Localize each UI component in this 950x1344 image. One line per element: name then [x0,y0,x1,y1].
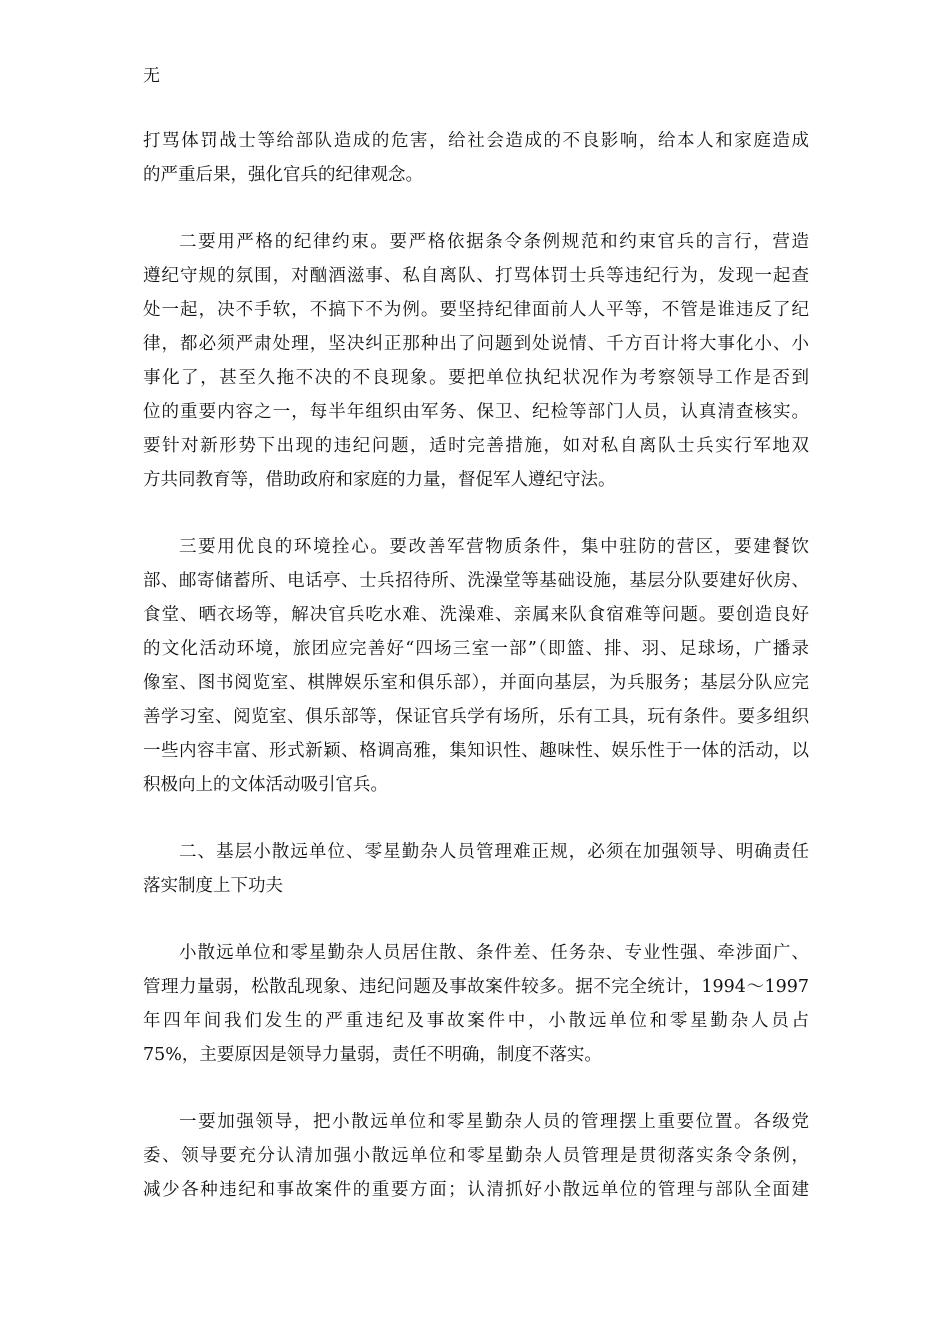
text-line: 管理力量弱，松散乱现象、违纪问题及事故案件较多。据不完全统计，1994～1997 [143,977,809,997]
paragraph [143,124,809,192]
paragraph [143,225,809,497]
paragraph [143,1105,809,1207]
text-line: 善学习室、阅览室、俱乐部等，保证官兵学有场所，乐有工具，玩有条件。要多组织 [143,707,809,727]
text-line: 75%，主要原因是领导力量弱，责任不明确，制度不落实。 [143,1045,602,1065]
text-line: 小散远单位和零星勤杂人员居住散、条件差、任务杂、专业性强、牵涉面广、 [179,943,809,963]
paragraph [143,530,809,802]
document-body [143,124,809,1240]
page-header: 无 [143,66,160,86]
section-heading [143,835,809,903]
text-line: 委、领导要充分认清加强小散远单位和零星勤杂人员管理是贯彻落实条令条例， [143,1146,809,1166]
text-line: 二、基层小散远单位、零星勤杂人员管理难正规，必须在加强领导、明确责任 [179,842,809,862]
text-line: 的文化活动环境，旅团应完善好“四场三室一部”（即篮、排、羽、足球场，广播录 [143,639,809,659]
text-line: 律，都必须严肃处理，坚决纠正那种出了问题到处说情、千方百计将大事化小、小 [143,334,809,354]
text-line: 处一起，决不手软，不搞下不为例。要坚持纪律面前人人平等，不管是谁违反了纪 [143,300,809,320]
text-line: 年四年间我们发生的严重违纪及事故案件中，小散远单位和零星勤杂人员占 [143,1011,809,1031]
text-line: 位的重要内容之一，每半年组织由军务、保卫、纪检等部门人员，认真清查核实。 [143,402,809,422]
text-line: 遵纪守规的氛围，对酗酒滋事、私自离队、打骂体罚士兵等违纪行为，发现一起查 [143,266,809,286]
text-line: 一些内容丰富、形式新颖、格调高雅，集知识性、趣味性、娱乐性于一体的活动，以 [143,741,809,761]
text-line: 像室、图书阅览室、棋牌娱乐室和俱乐部），并面向基层，为兵服务；基层分队应完 [143,673,809,693]
paragraph [143,936,809,1072]
text-line: 要针对新形势下出现的违纪问题，适时完善措施，如对私自离队士兵实行军地双 [143,436,809,456]
text-line: 的严重后果，强化官兵的纪律观念。 [143,165,423,185]
text-line: 食堂、晒衣场等，解决官兵吃水难、洗澡难、亲属来队食宿难等问题。要创造良好 [143,605,809,625]
text-line: 打骂体罚战士等给部队造成的危害，给社会造成的不良影响，给本人和家庭造成 [143,131,809,151]
text-line: 三要用优良的环境拴心。要改善军营物质条件，集中驻防的营区，要建餐饮 [179,537,809,557]
text-line: 一要加强领导，把小散远单位和零星勤杂人员的管理摆上重要位置。各级党 [179,1112,809,1132]
text-line: 二要用严格的纪律约束。要严格依据条令条例规范和约束官兵的言行，营造 [179,232,809,252]
text-line: 事化了，甚至久拖不决的不良现象。要把单位执纪状况作为考察领导工作是否到 [143,368,809,388]
text-line: 方共同教育等，借助政府和家庭的力量，督促军人遵纪守法。 [143,470,616,490]
text-line: 减少各种违纪和事故案件的重要方面；认清抓好小散远单位的管理与部队全面建 [143,1180,809,1200]
text-line: 部、邮寄储蓄所、电话亭、士兵招待所、洗澡堂等基础设施，基层分队要建好伙房、 [143,571,809,591]
text-line: 落实制度上下功夫 [143,876,283,896]
text-line: 积极向上的文体活动吸引官兵。 [143,775,388,795]
